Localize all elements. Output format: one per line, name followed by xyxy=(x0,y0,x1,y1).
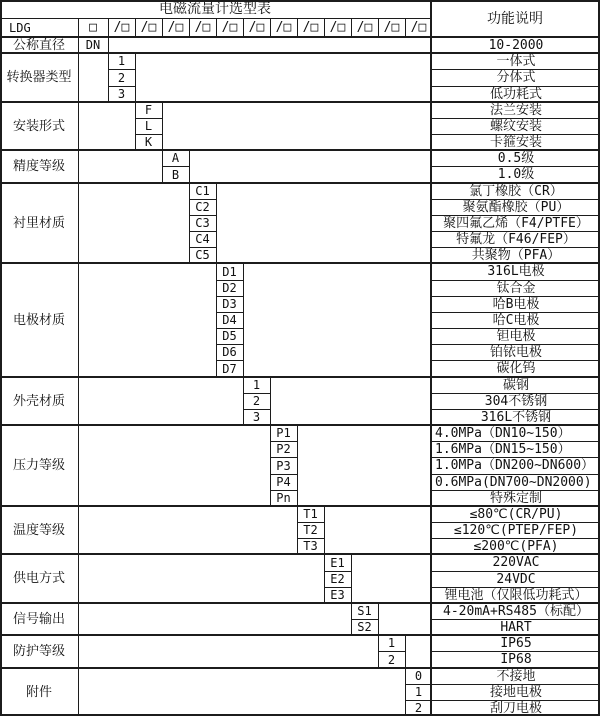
table-title: 电磁流量计选型表 xyxy=(159,1,271,17)
function-cell: ≤120℃(PTEP/FEP) xyxy=(453,522,579,538)
code-cell: P1 xyxy=(276,426,291,440)
code-cell: 0 xyxy=(414,669,423,683)
code-cell: K xyxy=(144,135,153,149)
function-cell: 钛合金 xyxy=(496,280,536,296)
function-cell: 碳化钨 xyxy=(496,361,536,376)
function-cell: 304不锈钢 xyxy=(484,393,548,409)
grid-line xyxy=(162,102,163,150)
function-cell: 24VDC xyxy=(496,571,536,587)
function-cell: 特氟龙（F46/FEP） xyxy=(456,231,576,247)
code-cell: L xyxy=(144,119,153,133)
code-cell: F xyxy=(144,103,153,117)
grid-line xyxy=(78,18,79,716)
code-cell: P2 xyxy=(276,442,291,456)
function-cell: 0.5级 xyxy=(497,150,535,166)
section-label: 公称直径 xyxy=(12,37,65,53)
code-cell: 2 xyxy=(252,394,261,408)
code-cell: A xyxy=(171,151,180,165)
section-label: 安装形式 xyxy=(12,118,65,134)
code-cell: C4 xyxy=(195,232,210,246)
function-cell: 0.6MPa(DN700~DN2000) xyxy=(435,474,592,490)
section-label: 温度等级 xyxy=(12,522,65,538)
code-cell: S1 xyxy=(357,604,372,618)
code-cell: C1 xyxy=(195,184,210,198)
code-cell: B xyxy=(171,167,180,182)
model-code-box: /□ xyxy=(113,20,130,35)
function-cell: 螺纹安装 xyxy=(489,118,542,134)
model-code-box: /□ xyxy=(302,20,319,35)
grid-line xyxy=(351,554,352,603)
grid-line xyxy=(405,635,406,668)
model-first-box: □ xyxy=(89,20,97,35)
function-cell: 共聚物（PFA） xyxy=(471,247,561,263)
model-code-box: /□ xyxy=(383,20,400,35)
grid-line xyxy=(324,506,325,554)
code-cell: 2 xyxy=(414,701,423,715)
code-cell: 2 xyxy=(117,70,126,85)
section-label: 供电方式 xyxy=(12,571,65,586)
code-cell: 3 xyxy=(252,410,261,424)
code-cell: C5 xyxy=(195,248,210,262)
section-label: 防护等级 xyxy=(12,644,65,659)
code-cell: 2 xyxy=(387,652,396,667)
code-cell: T3 xyxy=(303,539,318,553)
section-label: 精度等级 xyxy=(12,159,65,174)
function-cell: 氯丁橡胶（CR） xyxy=(469,183,563,199)
function-cell: 接地电极 xyxy=(489,684,542,700)
grid-line xyxy=(108,37,109,53)
code-cell: 1 xyxy=(414,685,423,699)
code-cell: P3 xyxy=(276,458,291,473)
function-cell: 铂铱电极 xyxy=(489,344,542,360)
section-label: 信号输出 xyxy=(12,611,65,627)
code-cell: D6 xyxy=(222,345,237,359)
model-code-box: /□ xyxy=(410,20,427,35)
function-cell: 卡箍安装 xyxy=(489,134,542,150)
function-cell: 4.0MPa（DN10~150） xyxy=(435,425,571,441)
code-cell: E2 xyxy=(330,572,345,586)
grid-line xyxy=(189,150,190,183)
code-cell: D2 xyxy=(222,281,237,295)
code-cell: 1 xyxy=(387,636,396,650)
function-cell: 法兰安装 xyxy=(489,102,542,118)
code-cell: C3 xyxy=(195,216,210,230)
model-code-box: /□ xyxy=(140,20,157,35)
code-cell: 1 xyxy=(117,54,126,68)
function-cell: 特殊定制 xyxy=(489,490,542,506)
grid-line xyxy=(270,377,271,425)
function-cell: 哈B电极 xyxy=(492,296,540,312)
function-cell: 1.0MPa（DN200~DN600） xyxy=(435,458,595,473)
function-cell: IP65 xyxy=(500,635,532,651)
code-cell: C2 xyxy=(195,200,210,214)
model-code-box: /□ xyxy=(275,20,292,35)
function-cell: 哈C电极 xyxy=(492,312,540,328)
function-cell: 316L电极 xyxy=(487,264,545,279)
model-code-box: /□ xyxy=(356,20,373,35)
grid-line xyxy=(243,263,244,377)
code-cell: D1 xyxy=(222,264,237,279)
code-cell: D5 xyxy=(222,329,237,343)
function-cell: 钽电极 xyxy=(496,328,536,344)
function-cell: 碳钢 xyxy=(502,377,529,393)
function-cell: 锂电池（仅限低功耗式） xyxy=(444,587,588,603)
function-cell: 一体式 xyxy=(496,53,536,69)
section-label: 电极材质 xyxy=(12,312,65,328)
grid-line xyxy=(297,425,298,506)
function-column-header: 功能说明 xyxy=(487,10,543,27)
code-cell: P4 xyxy=(276,475,291,489)
grid-line xyxy=(216,183,217,263)
code-cell: E3 xyxy=(330,588,345,602)
function-cell: IP68 xyxy=(500,652,532,667)
function-cell: 220VAC xyxy=(492,555,540,570)
code-cell: T1 xyxy=(303,507,318,521)
model-code-box: /□ xyxy=(221,20,238,35)
function-cell: 1.6MPa（DN15~150） xyxy=(435,441,571,457)
model-code-box: /□ xyxy=(167,20,184,35)
section-label: 外壳材质 xyxy=(12,393,65,409)
model-code-box: /□ xyxy=(329,20,346,35)
code-cell: D3 xyxy=(222,297,237,311)
grid-line xyxy=(378,603,379,635)
function-cell: 分体式 xyxy=(496,70,536,85)
code-cell: E1 xyxy=(330,555,345,570)
code-cell: D7 xyxy=(222,361,237,376)
code-cell: S2 xyxy=(357,620,372,634)
code-cell: 1 xyxy=(252,378,261,392)
model-code-box: /□ xyxy=(248,20,265,35)
section-label: 衬里材质 xyxy=(12,215,65,231)
function-cell: ≤200℃(PFA) xyxy=(473,538,559,554)
function-cell: 低功耗式 xyxy=(489,86,542,102)
code-cell: Pn xyxy=(276,491,291,505)
code-cell: T2 xyxy=(303,523,318,537)
code-cell: DN xyxy=(85,38,101,52)
code-cell: D4 xyxy=(222,313,237,327)
function-cell: 316L不锈钢 xyxy=(480,409,552,425)
function-cell: 刮刀电极 xyxy=(489,700,542,716)
function-cell: 聚四氟乙烯（F4/PTFE） xyxy=(443,215,589,231)
function-cell: 聚氨酯橡胶（PU） xyxy=(462,199,570,215)
section-label: 附件 xyxy=(25,684,52,700)
section-label: 转换器类型 xyxy=(6,70,72,85)
section-label: 压力等级 xyxy=(12,458,65,473)
function-cell: ≤80℃(CR/PU) xyxy=(469,506,563,522)
function-cell: 1.0级 xyxy=(497,167,535,182)
model-code-box: /□ xyxy=(194,20,211,35)
grid-line xyxy=(135,53,136,102)
function-cell: 10-2000 xyxy=(488,37,544,53)
function-cell: HART xyxy=(500,619,532,635)
function-cell: 不接地 xyxy=(496,668,536,684)
function-cell: 4-20mA+RS485（标配） xyxy=(443,603,589,619)
code-cell: 3 xyxy=(117,87,126,101)
model-prefix: LDG xyxy=(9,20,31,35)
